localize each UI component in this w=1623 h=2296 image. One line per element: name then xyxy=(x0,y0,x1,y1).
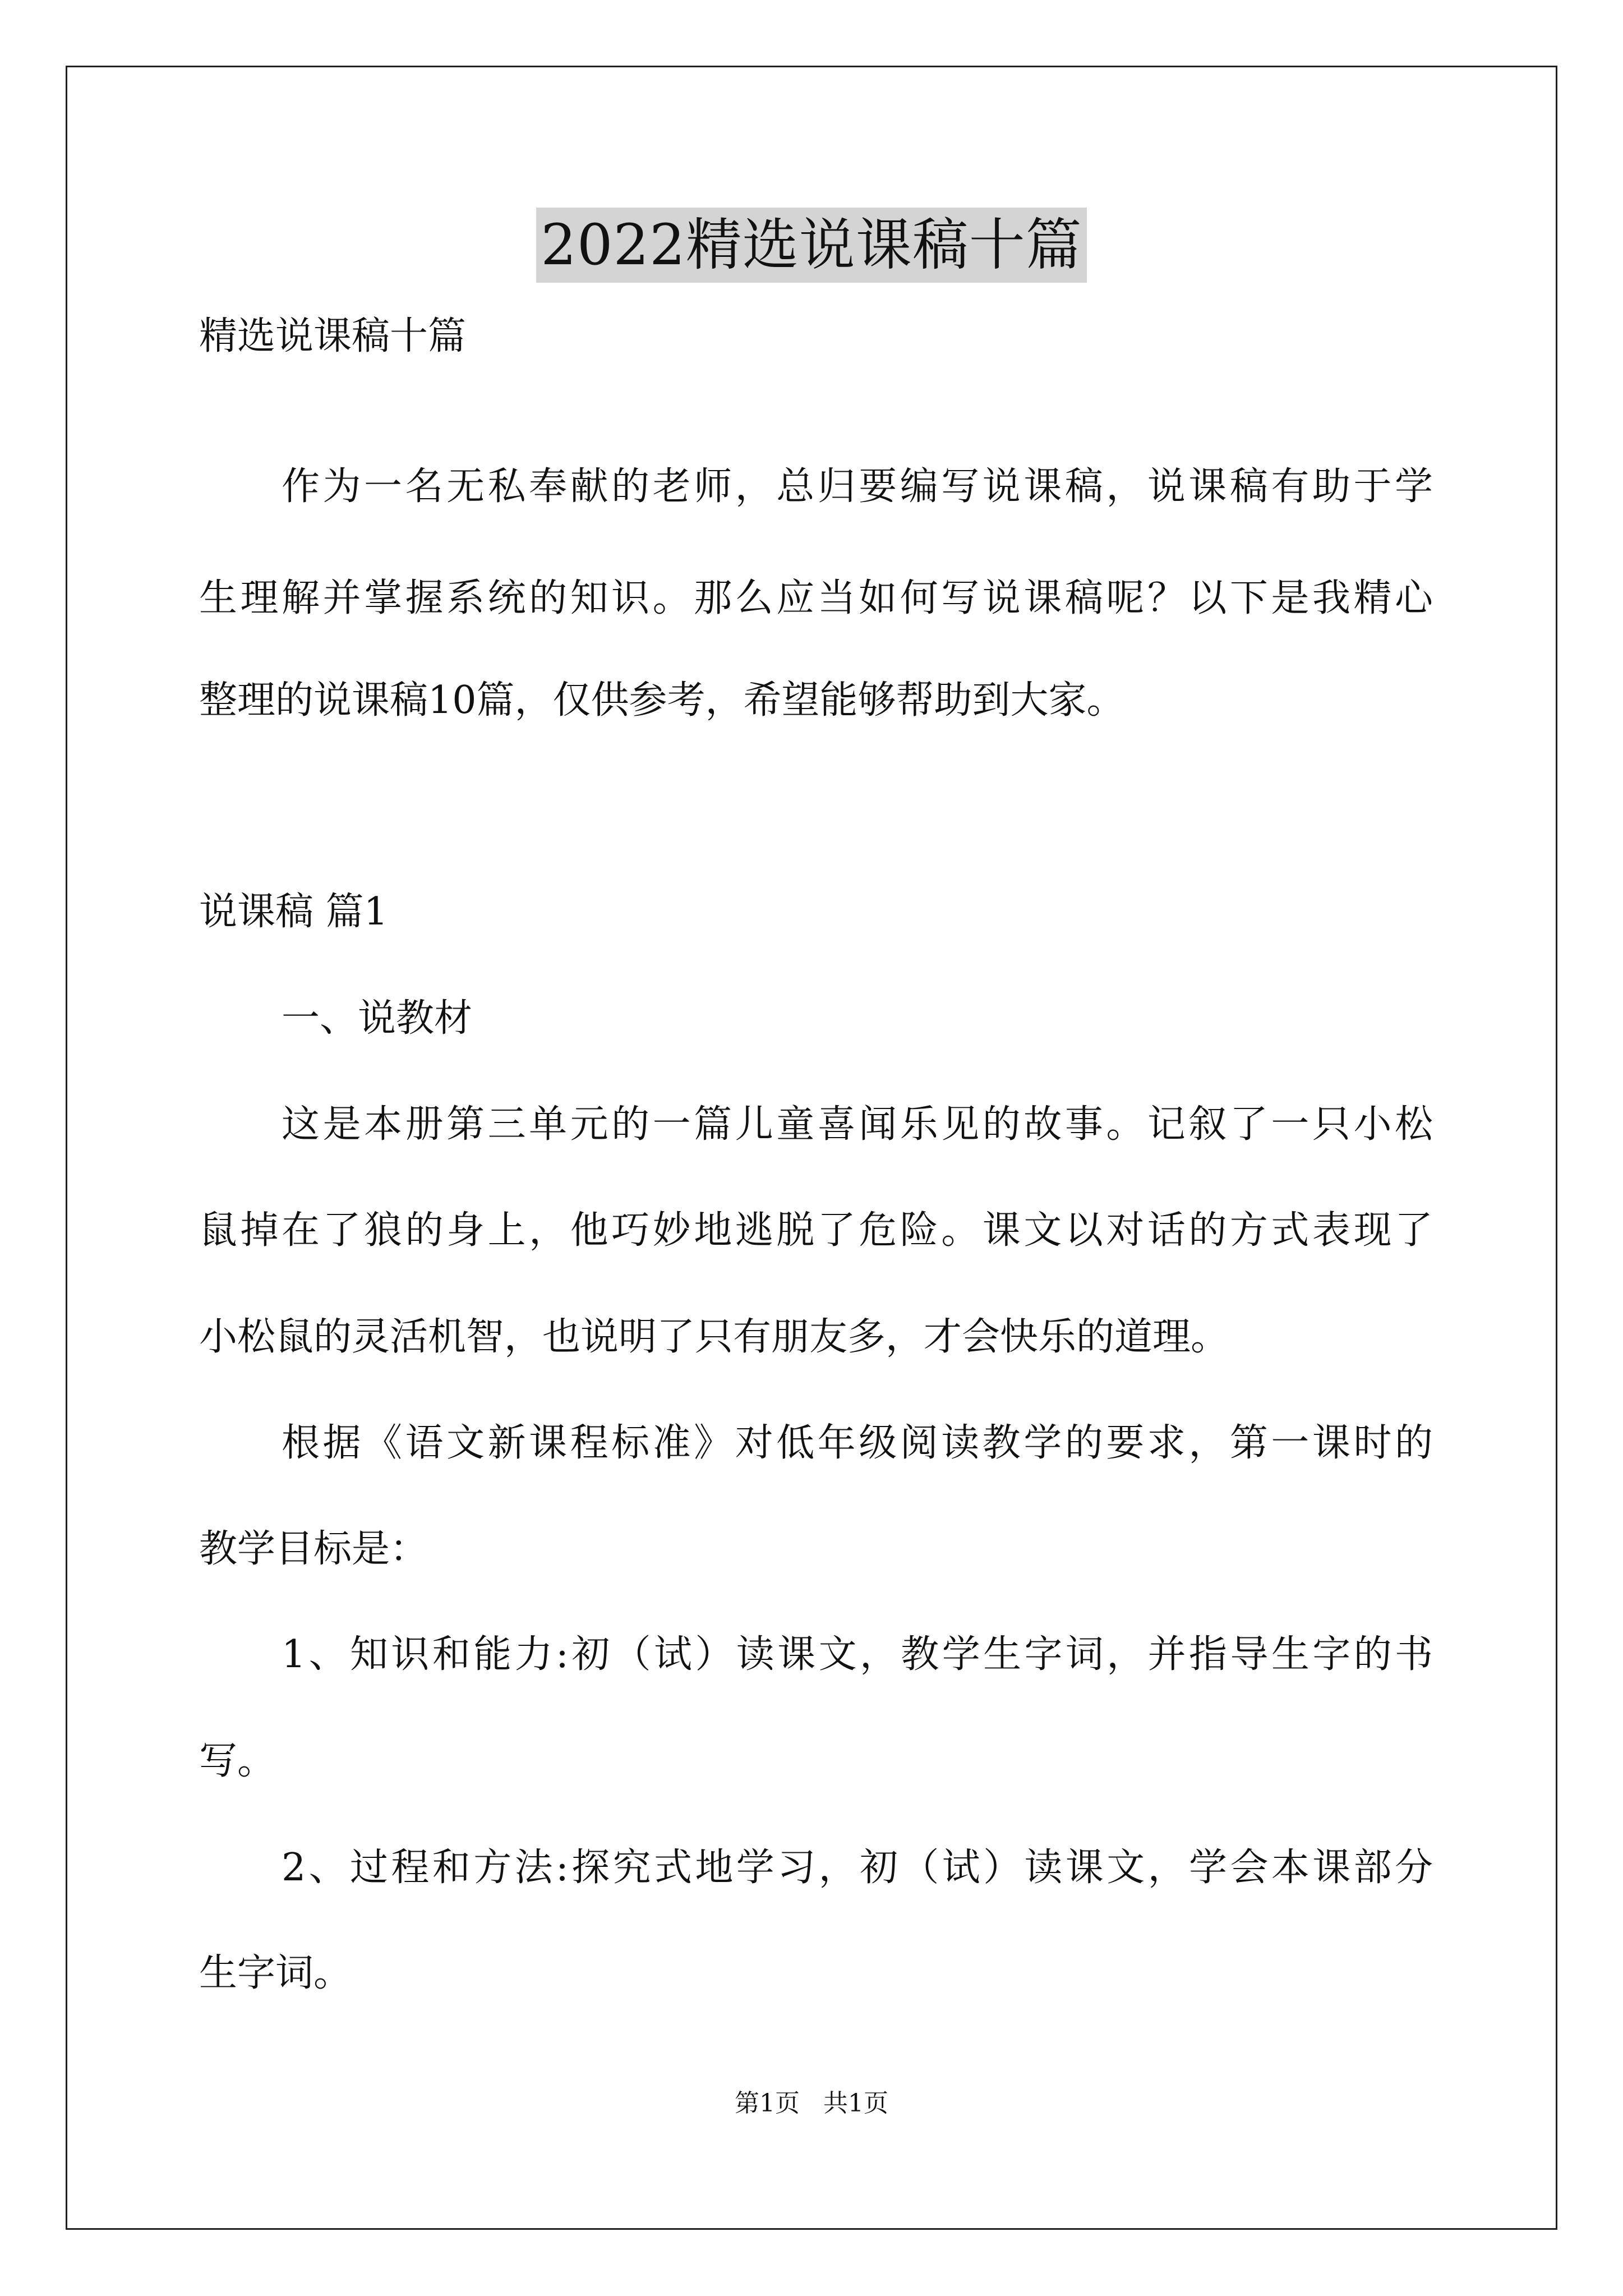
section-subheading: 一、说教材 xyxy=(282,996,473,1041)
paragraph-2-line-2: 教学目标是： xyxy=(199,1527,428,1571)
paragraph-1-line-1: 这是本册第三单元的一篇儿童喜闻乐见的故事。记叙了一只小松 xyxy=(282,1102,1433,1147)
list-item-1-line-2: 写。 xyxy=(199,1739,276,1783)
page-border xyxy=(66,66,1557,2230)
paragraph-2-line-1: 根据《语文新课程标准》对低年级阅读教学的要求，第一课时的 xyxy=(282,1421,1433,1465)
page-total: 共1页 xyxy=(823,2089,888,2118)
intro-line-1: 作为一名无私奉献的老师，总归要编写说课稿，说课稿有助于学 xyxy=(282,464,1433,509)
document-subtitle: 精选说课稿十篇 xyxy=(199,314,467,358)
section-heading: 说课稿 篇1 xyxy=(199,890,388,934)
intro-line-2: 生理解并掌握系统的知识。那么应当如何写说课稿呢？以下是我精心 xyxy=(199,576,1433,620)
page-footer xyxy=(0,2087,1623,2120)
paragraph-1-line-2: 鼠掉在了狼的身上，他巧妙地逃脱了危险。课文以对话的方式表现了 xyxy=(199,1208,1433,1253)
title-container xyxy=(0,208,1623,283)
paragraph-1-line-3: 小松鼠的灵活机智，也说明了只有朋友多，才会快乐的道理。 xyxy=(199,1315,1229,1359)
document-title: 2022精选说课稿十篇 xyxy=(536,208,1087,283)
list-item-2-line-1: 2、过程和方法:探究式地学习，初（试）读课文，学会本课部分 xyxy=(282,1846,1433,1890)
list-item-2-line-2: 生字词。 xyxy=(199,1951,352,1995)
page-number: 第1页 xyxy=(735,2089,800,2118)
intro-line-3: 整理的说课稿10篇，仅供参考，希望能够帮助到大家。 xyxy=(199,678,1125,723)
list-item-1-line-1: 1、知识和能力:初（试）读课文，教学生字词，并指导生字的书 xyxy=(282,1632,1433,1677)
